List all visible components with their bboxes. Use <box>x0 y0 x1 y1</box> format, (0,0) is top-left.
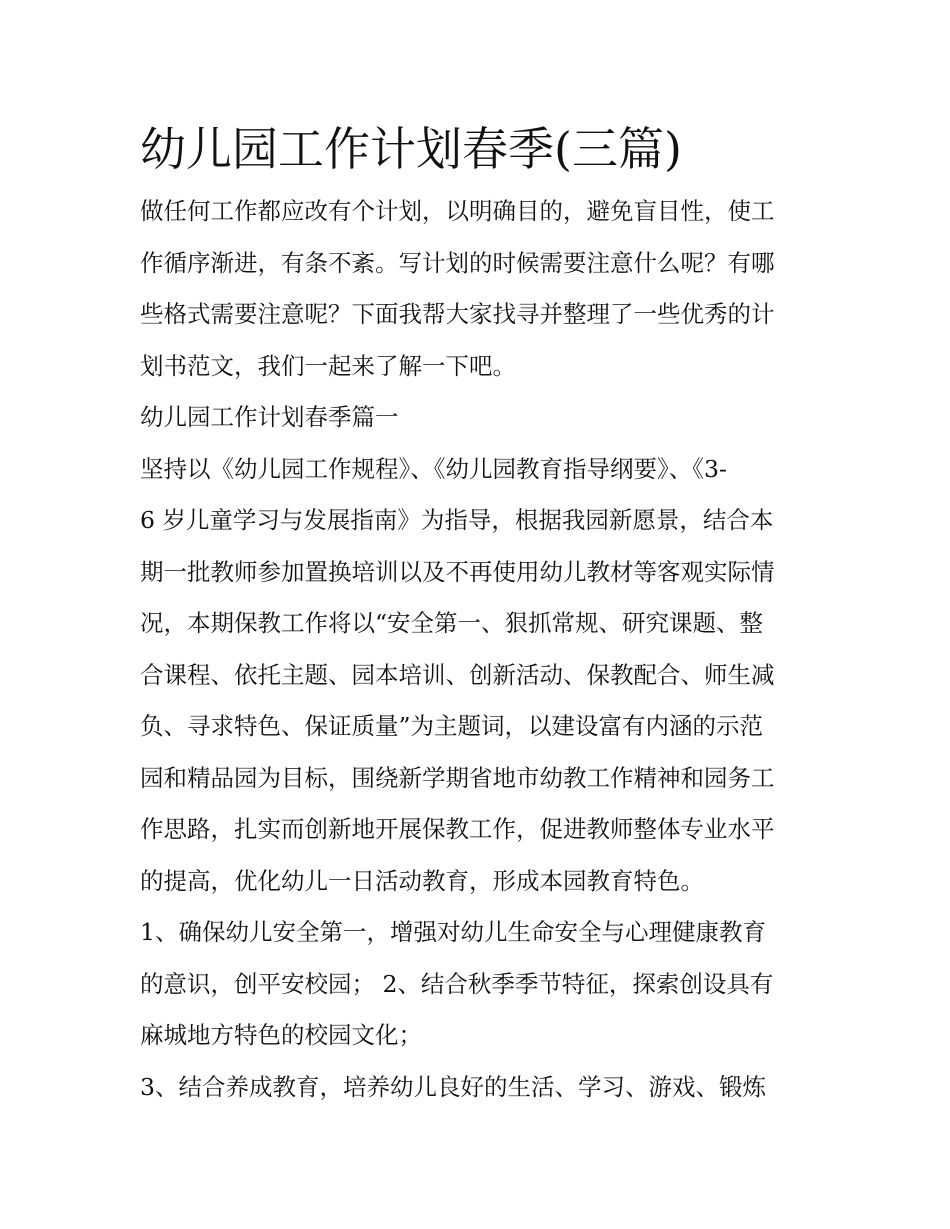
body-line: 坚持以《幼儿园工作规程》、《幼儿园教育指导纲要》、《3- <box>140 454 727 483</box>
body-paragraph <box>140 444 812 908</box>
body-line: 6 岁儿童学习与发展指南》为指导，根据我园新愿景，结合本 <box>140 506 774 534</box>
list-line: 的意识，创平安校园； 2、结合秋季季节特征，探索创设具有 <box>140 969 774 998</box>
intro-paragraph <box>140 186 812 392</box>
intro-line: 作循序渐进，有条不紊。写计划的时候需要注意什么呢？有哪 <box>140 248 775 277</box>
body-line: 合课程、依托主题、园本培训、创新活动、保教配合、师生减 <box>140 660 775 689</box>
list-line: 3、结合养成教育，培养幼儿良好的生活、学习、游戏、锻炼 <box>140 1072 766 1101</box>
document-content <box>140 112 812 1113</box>
body-line: 园和精品园为目标，围绕新学期省地市幼教工作精神和园务工 <box>140 763 775 792</box>
section-heading: 幼儿园工作计划春季篇一 <box>140 403 399 431</box>
intro-line: 做任何工作都应改有个计划，以明确目的，避免盲目性，使工 <box>140 197 775 225</box>
intro-line: 划书范文，我们一起来了解一下吧。 <box>140 351 516 380</box>
list-item-1-2 <box>140 907 812 1062</box>
body-line: 作思路，扎实而创新地开展保教工作，促进教师整体专业水平 <box>140 815 775 843</box>
body-line: 况，本期保教工作将以“安全第一、狠抓常规、研究课题、整 <box>140 609 764 637</box>
list-item-3 <box>140 1062 812 1114</box>
intro-line: 些格式需要注意呢？下面我帮大家找寻并整理了一些优秀的计 <box>140 300 775 328</box>
list-line: 1、确保幼儿安全第一，增强对幼儿生命安全与心理健康教育 <box>140 918 766 946</box>
list-line: 麻城地方特色的校园文化； <box>140 1021 422 1049</box>
body-line: 期一批教师参加置换培训以及不再使用幼儿教材等客观实际情 <box>140 557 775 586</box>
document-title: 幼儿园工作计划春季(三篇) <box>140 122 682 176</box>
body-line: 的提高，优化幼儿一日活动教育，形成本园教育特色。 <box>140 866 704 895</box>
body-line: 负、寻求特色、保证质量”为主题词，以建设富有内涵的示范 <box>140 712 764 740</box>
